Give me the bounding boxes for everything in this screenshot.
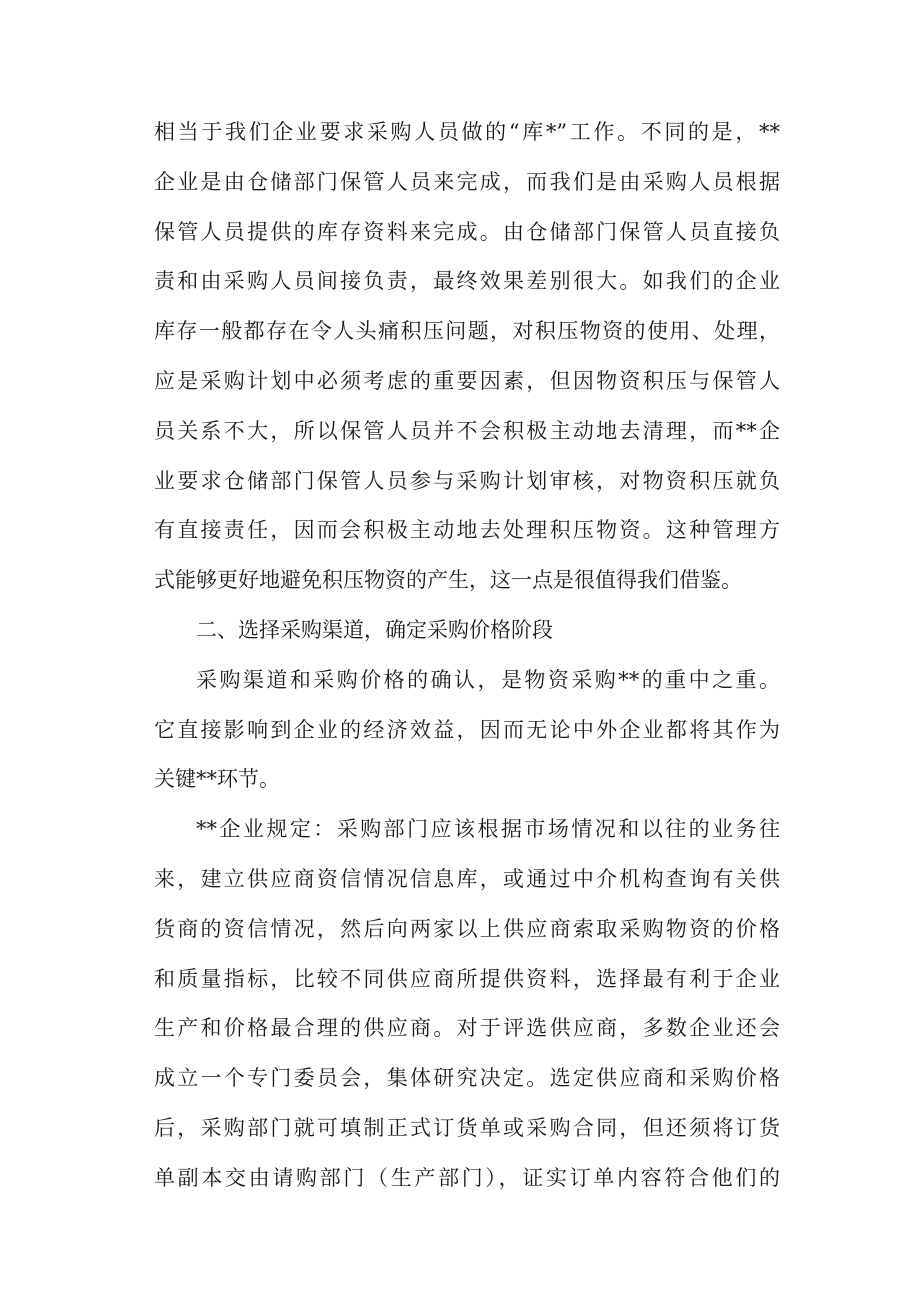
text-line: 后，采购部门就可填制正式订货单或采购合同，但还须将订货 <box>154 1115 780 1140</box>
text-line: 成立一个专门委员会，集体研究决定。选定供应商和采购价格 <box>154 1066 780 1091</box>
text-line: 采购渠道和采购价格的确认，是物资采购**的重中之重。 <box>196 667 780 692</box>
text-line: **企业规定：采购部门应该根据市场情况和以往的业务往 <box>196 817 780 842</box>
text-line: 单副本交由请购部门（生产部门），证实订单内容符合他们的 <box>154 1165 780 1190</box>
text-line: 和质量指标，比较不同供应商所提供资料，选择最有利于企业 <box>154 966 780 991</box>
body-text <box>154 108 780 1204</box>
text-line: 式能够更好地避免积压物资的产生，这一点是很值得我们借鉴。 <box>154 568 742 593</box>
text-line: 库存一般都存在令人头痛积压问题，对积压物资的使用、处理， <box>154 319 780 344</box>
text-line: 应是采购计划中必须考虑的重要因素，但因物资积压与保管人 <box>154 368 780 393</box>
text-line: 责和由采购人员间接负责，最终效果差别很大。如我们的企业 <box>154 269 780 294</box>
text-line: 相当于我们企业要求采购人员做的“库*”工作。不同的是，** <box>154 120 780 144</box>
text-line: 企业是由仓储部门保管人员来完成，而我们是由采购人员根据 <box>154 169 780 194</box>
text-line: 关键**环节。 <box>154 767 280 792</box>
text-line: 它直接影响到企业的经济效益，因而无论中外企业都将其作为 <box>154 717 780 742</box>
text-line: 员关系不大，所以保管人员并不会积极主动地去清理，而**企 <box>154 418 780 443</box>
text-line: 业要求仓储部门保管人员参与采购计划审核，对物资积压就负 <box>154 468 780 493</box>
section-heading: 二、选择采购渠道，确定采购价格阶段 <box>196 617 553 642</box>
text-line: 货商的资信情况，然后向两家以上供应商索取采购物资的价格 <box>154 916 780 941</box>
text-line: 来，建立供应商资信情况信息库，或通过中介机构查询有关供 <box>154 866 780 891</box>
text-line: 保管人员提供的库存资料来完成。由仓储部门保管人员直接负 <box>154 219 780 244</box>
text-line: 生产和价格最合理的供应商。对于评选供应商，多数企业还会 <box>154 1016 780 1041</box>
text-line: 有直接责任，因而会积极主动地去处理积压物资。这种管理方 <box>154 518 780 543</box>
